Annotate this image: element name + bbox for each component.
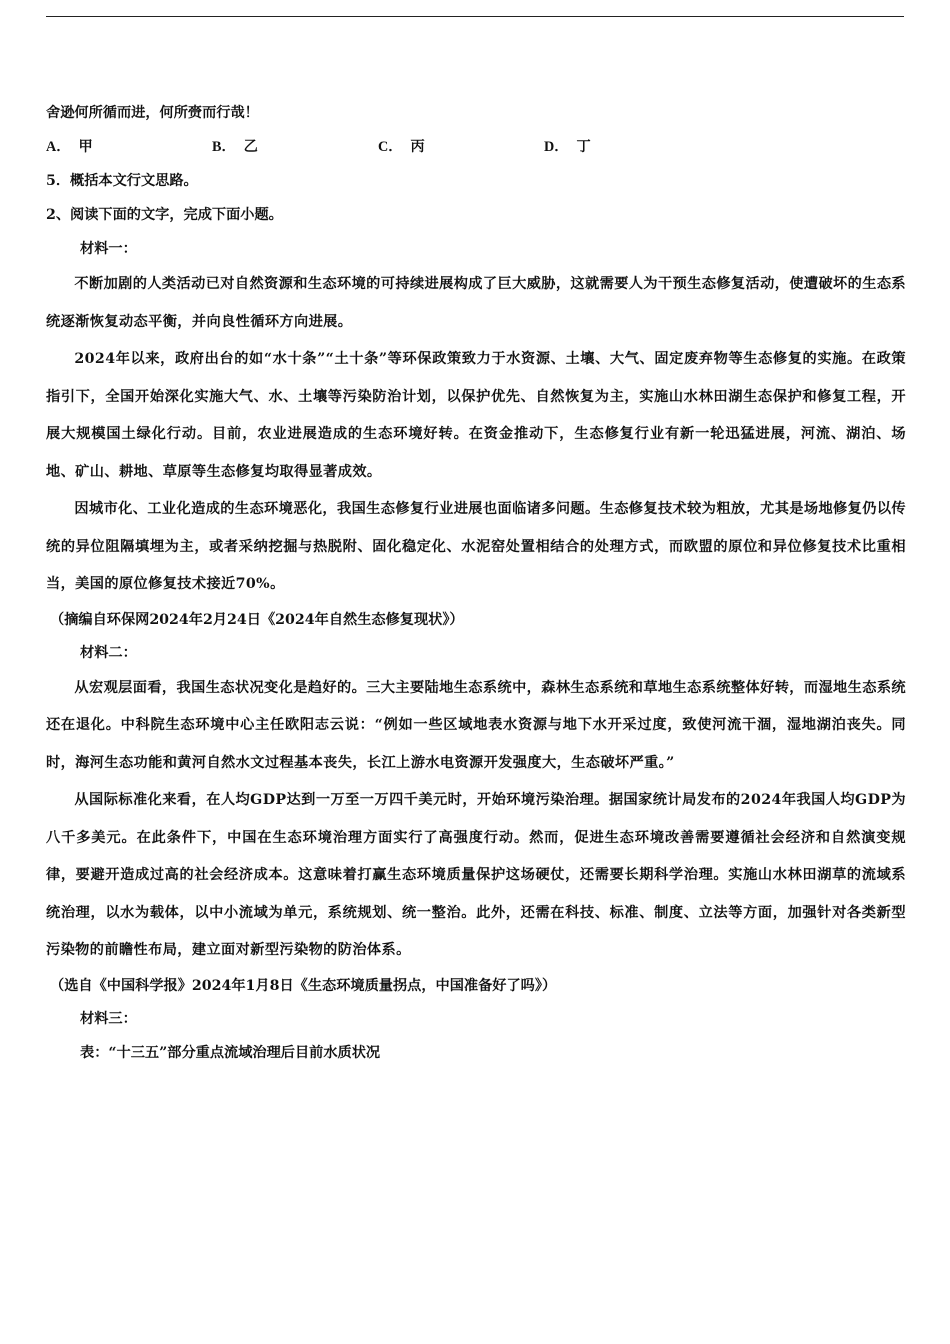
material-1-label: 材料一： (80, 241, 137, 257)
document-body (46, 96, 906, 1070)
material-2-paragraph: 从国际标准化来看，在人均GDP达到一万至一万四千美元时，开始环境污染治理。据国家统计局发布的2024年我国人均GDP为八千多美元。在此条件下，中国在生态环境治理方面实行了高强度行动。然而，促进生态环境改善需要遵循社会经济和自然演变规律，要避开造成过高的社会经济成本。这意味着打赢生态环境质量保护这场硬仗，还需要长期科学治理。实施山水林田湖草的流域系统治理，以水为载体，以中小流域为单元，系统规划、统一整治。此外，还需在科技、标准、制度、立法等方面，加强针对各类新型污染物的前瞻性布局，建立面对新型污染物的防治体系。 (46, 792, 906, 958)
material-2-label: 材料二： (80, 644, 137, 661)
choice-a: A． 甲 (46, 139, 93, 155)
question-5: 5．概括本文行文思路。 (46, 173, 198, 189)
text-line: 舍逊何所循而进，何所赍而行哉！ (46, 105, 259, 121)
choice-b: B． 乙 (212, 139, 258, 155)
choice-c: C． 丙 (378, 139, 425, 155)
material-1-paragraph: 不断加剧的人类活动已对自然资源和生态环境的可持续进展构成了巨大威胁，这就需要人为干预生态修复活动，使遭破坏的生态系统逐渐恢复动态平衡，并向良性循环方向进展。 (46, 276, 906, 330)
answer-choices (46, 130, 906, 164)
material-2-paragraph: 从宏观层面看，我国生态状况变化是趋好的。三大主要陆地生态系统中，森林生态系统和草地生态系统整体好转，而湿地生态系统还在退化。中科院生态环境中心主任欧阳志云说：“例如一些区域地表水资源与地下水开采过度，致使河流干涸，湿地湖泊丧失。同时，海河生态功能和黄河自然水文过程基本丧失，长江上游水电资源开发强度大，生态破坏严重。” (46, 679, 906, 771)
material-1-source: （摘编自环保网2024年2月24日《2024年自然生态修复现状》） (50, 611, 464, 628)
material-1-paragraph: 2024年以来，政府出台的如“水十条”“土十条”等环保政策致力于水资源、土壤、大气、固定废弃物等生态修复的实施。在政策指引下，全国开始深化实施大气、水、土壤等污染防治计划，以保护优先、自然恢复为主，实施山水林田湖生态保护和修复工程，开展大规模国土绿化行动。目前，农业进展造成的生态环境好转。在资金推动下，生态修复行业有新一轮迅猛进展，河流、湖泊、场地、矿山、耕地、草原等生态修复均取得显著成效。 (46, 351, 906, 480)
header-rule (46, 16, 904, 17)
choice-d: D． 丁 (544, 139, 591, 155)
table-caption: 表：“十三五”部分重点流域治理后目前水质状况 (80, 1044, 381, 1061)
material-3-label: 材料三： (80, 1010, 137, 1027)
material-2-source: （选自《中国科学报》2024年1月8日《生态环境质量拐点，中国准备好了吗》） (50, 977, 557, 994)
material-1-paragraph: 因城市化、工业化造成的生态环境恶化，我国生态修复行业进展也面临诸多问题。生态修复技术较为粗放，尤其是场地修复仍以传统的异位阻隔填埋为主，或者采纳挖掘与热脱附、固化稳定化、水泥窑处置相结合的处理方式，而欧盟的原位和异位修复技术比重相当，美国的原位修复技术接近70%。 (46, 501, 906, 592)
section-title: 2、阅读下面的文字，完成下面小题。 (46, 207, 283, 223)
